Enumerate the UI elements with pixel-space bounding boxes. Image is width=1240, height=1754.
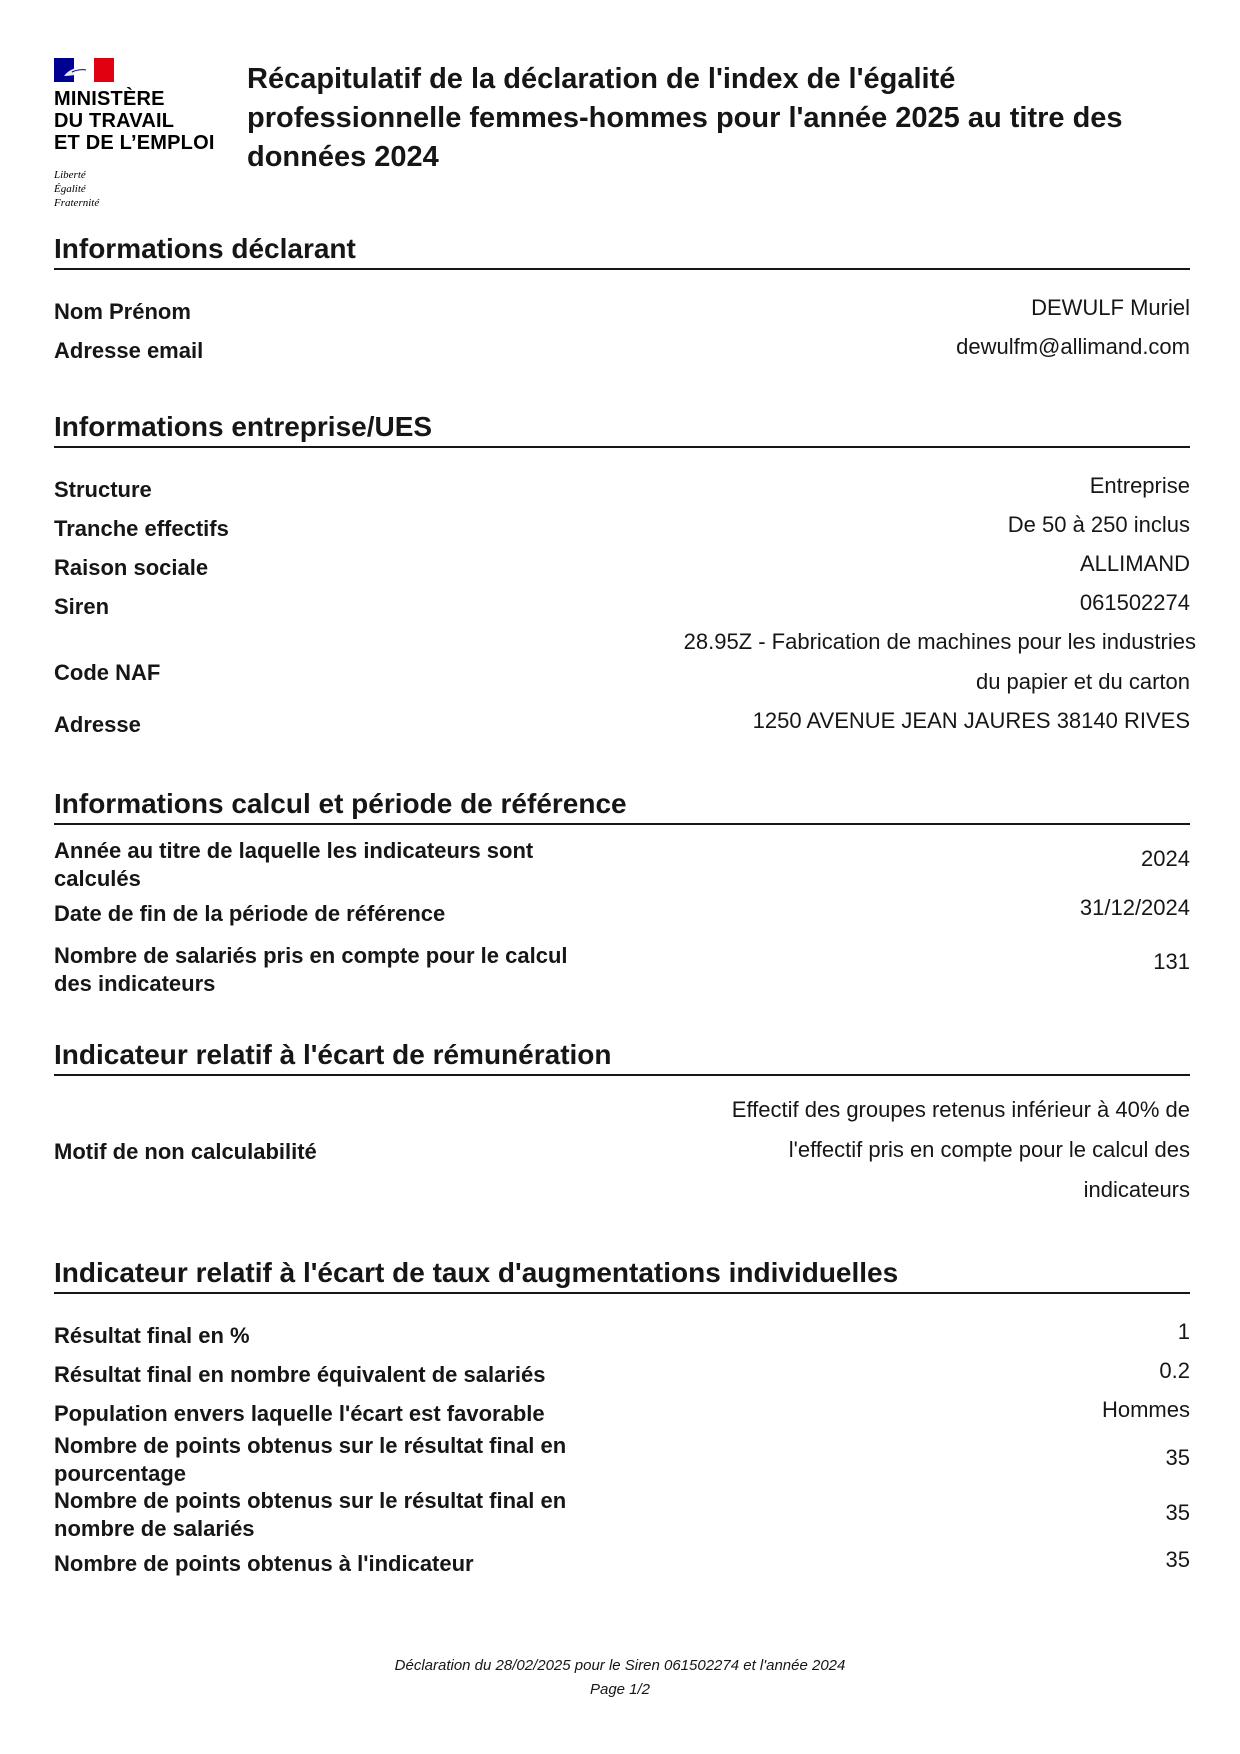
section-heading: Informations entreprise/UES (54, 410, 1190, 448)
field-label: Code NAF (54, 660, 161, 685)
field-label-line-1: Année au titre de laquelle les indicateurs sont (54, 838, 534, 863)
section-heading: Indicateur relatif à l'écart de taux d'augmentations individuelles (54, 1256, 1190, 1294)
page-footer (0, 1654, 1240, 1702)
field-value: 1 (1177, 1319, 1190, 1344)
field-label-line-2: nombre de salariés (54, 1516, 255, 1541)
field-label-line-2: des indicateurs (54, 971, 216, 996)
field-value: DEWULF Muriel (1031, 295, 1190, 320)
document-title: Récapitulatif de la déclaration de l'index de l'égalité professionnelle femmes-hommes pour l'année 2025 au titre des données 2024 (247, 63, 1123, 173)
ministry-name (54, 88, 215, 154)
section-heading: Informations calcul et période de référence (54, 787, 1190, 825)
field-value-line-2: du papier et du carton (975, 669, 1190, 694)
field-label: Siren (54, 594, 110, 619)
footer-declaration: Déclaration du 28/02/2025 pour le Siren 061502274 et l'année 2024 (394, 1657, 846, 1674)
field-value: 0.2 (1159, 1358, 1190, 1383)
field-value: ALLIMAND (1079, 551, 1190, 576)
field-label-line-1: Nombre de salariés pris en compte pour le calcul (54, 943, 568, 968)
section-augmentations (54, 1256, 1190, 1576)
field-value-line-2: l'effectif pris en compte pour le calcul des (788, 1137, 1190, 1162)
ministry-line-1: MINISTÈRE (54, 88, 165, 110)
field-value: 131 (1153, 949, 1190, 974)
motto-fraternite: Fraternité (54, 197, 100, 209)
field-label-line-2: pourcentage (54, 1461, 187, 1486)
marianne-flag-icon (54, 58, 114, 82)
field-label: Adresse email (54, 338, 204, 363)
field-value: 1250 AVENUE JEAN JAURES 38140 RIVES (752, 708, 1190, 733)
field-label: Résultat final en nombre équivalent de salariés (54, 1362, 546, 1387)
field-value: De 50 à 250 inclus (1007, 512, 1190, 537)
motto-egalite: Égalité (54, 183, 86, 195)
field-value: 31/12/2024 (1079, 895, 1190, 920)
field-label: Structure (54, 477, 152, 502)
section-heading: Indicateur relatif à l'écart de rémunération (54, 1038, 1190, 1076)
field-label-line-1: Nombre de points obtenus sur le résultat final en (54, 1433, 567, 1458)
field-label-line-1: Nombre de points obtenus sur le résultat final en (54, 1488, 567, 1513)
field-label: Motif de non calculabilité (54, 1139, 317, 1164)
field-value-line-1: Effectif des groupes retenus inférieur à 40% de (731, 1097, 1190, 1122)
header (54, 58, 1194, 218)
field-label: Nombre de points obtenus à l'indicateur (54, 1551, 474, 1576)
field-value: 2024 (1141, 846, 1190, 871)
section-heading: Informations déclarant (54, 232, 1190, 270)
section-entreprise (54, 410, 1196, 737)
section-calcul (54, 787, 1190, 996)
field-value: Entreprise (1089, 473, 1190, 498)
field-value: dewulfm@allimand.com (956, 334, 1190, 359)
section-remuneration (54, 1038, 1190, 1202)
ministry-line-3: ET DE L’EMPLOI (54, 132, 215, 154)
field-label: Date de fin de la période de référence (54, 901, 446, 926)
field-label: Adresse (54, 712, 141, 737)
field-value: Hommes (1101, 1397, 1190, 1422)
section-declarant (54, 232, 1190, 363)
field-value: 35 (1165, 1445, 1190, 1470)
field-label: Tranche effectifs (54, 516, 229, 541)
field-value: 061502274 (1079, 590, 1190, 615)
field-label: Population envers laquelle l'écart est favorable (54, 1401, 545, 1426)
footer-page-number: Page 1/2 (589, 1681, 651, 1698)
field-value: 35 (1165, 1500, 1190, 1525)
field-label-line-2: calculés (54, 866, 141, 891)
field-value-line-1: 28.95Z - Fabrication de machines pour les industries (683, 629, 1196, 654)
motto-liberte: Liberté (54, 169, 86, 181)
field-label: Résultat final en % (54, 1323, 250, 1348)
ministry-line-2: DU TRAVAIL (54, 110, 175, 132)
field-value: 35 (1165, 1547, 1190, 1572)
field-value-line-3: indicateurs (1083, 1177, 1190, 1202)
field-label: Raison sociale (54, 555, 209, 580)
field-label: Nom Prénom (54, 299, 191, 324)
republic-motto (54, 168, 99, 210)
ministry-logo (54, 58, 234, 218)
